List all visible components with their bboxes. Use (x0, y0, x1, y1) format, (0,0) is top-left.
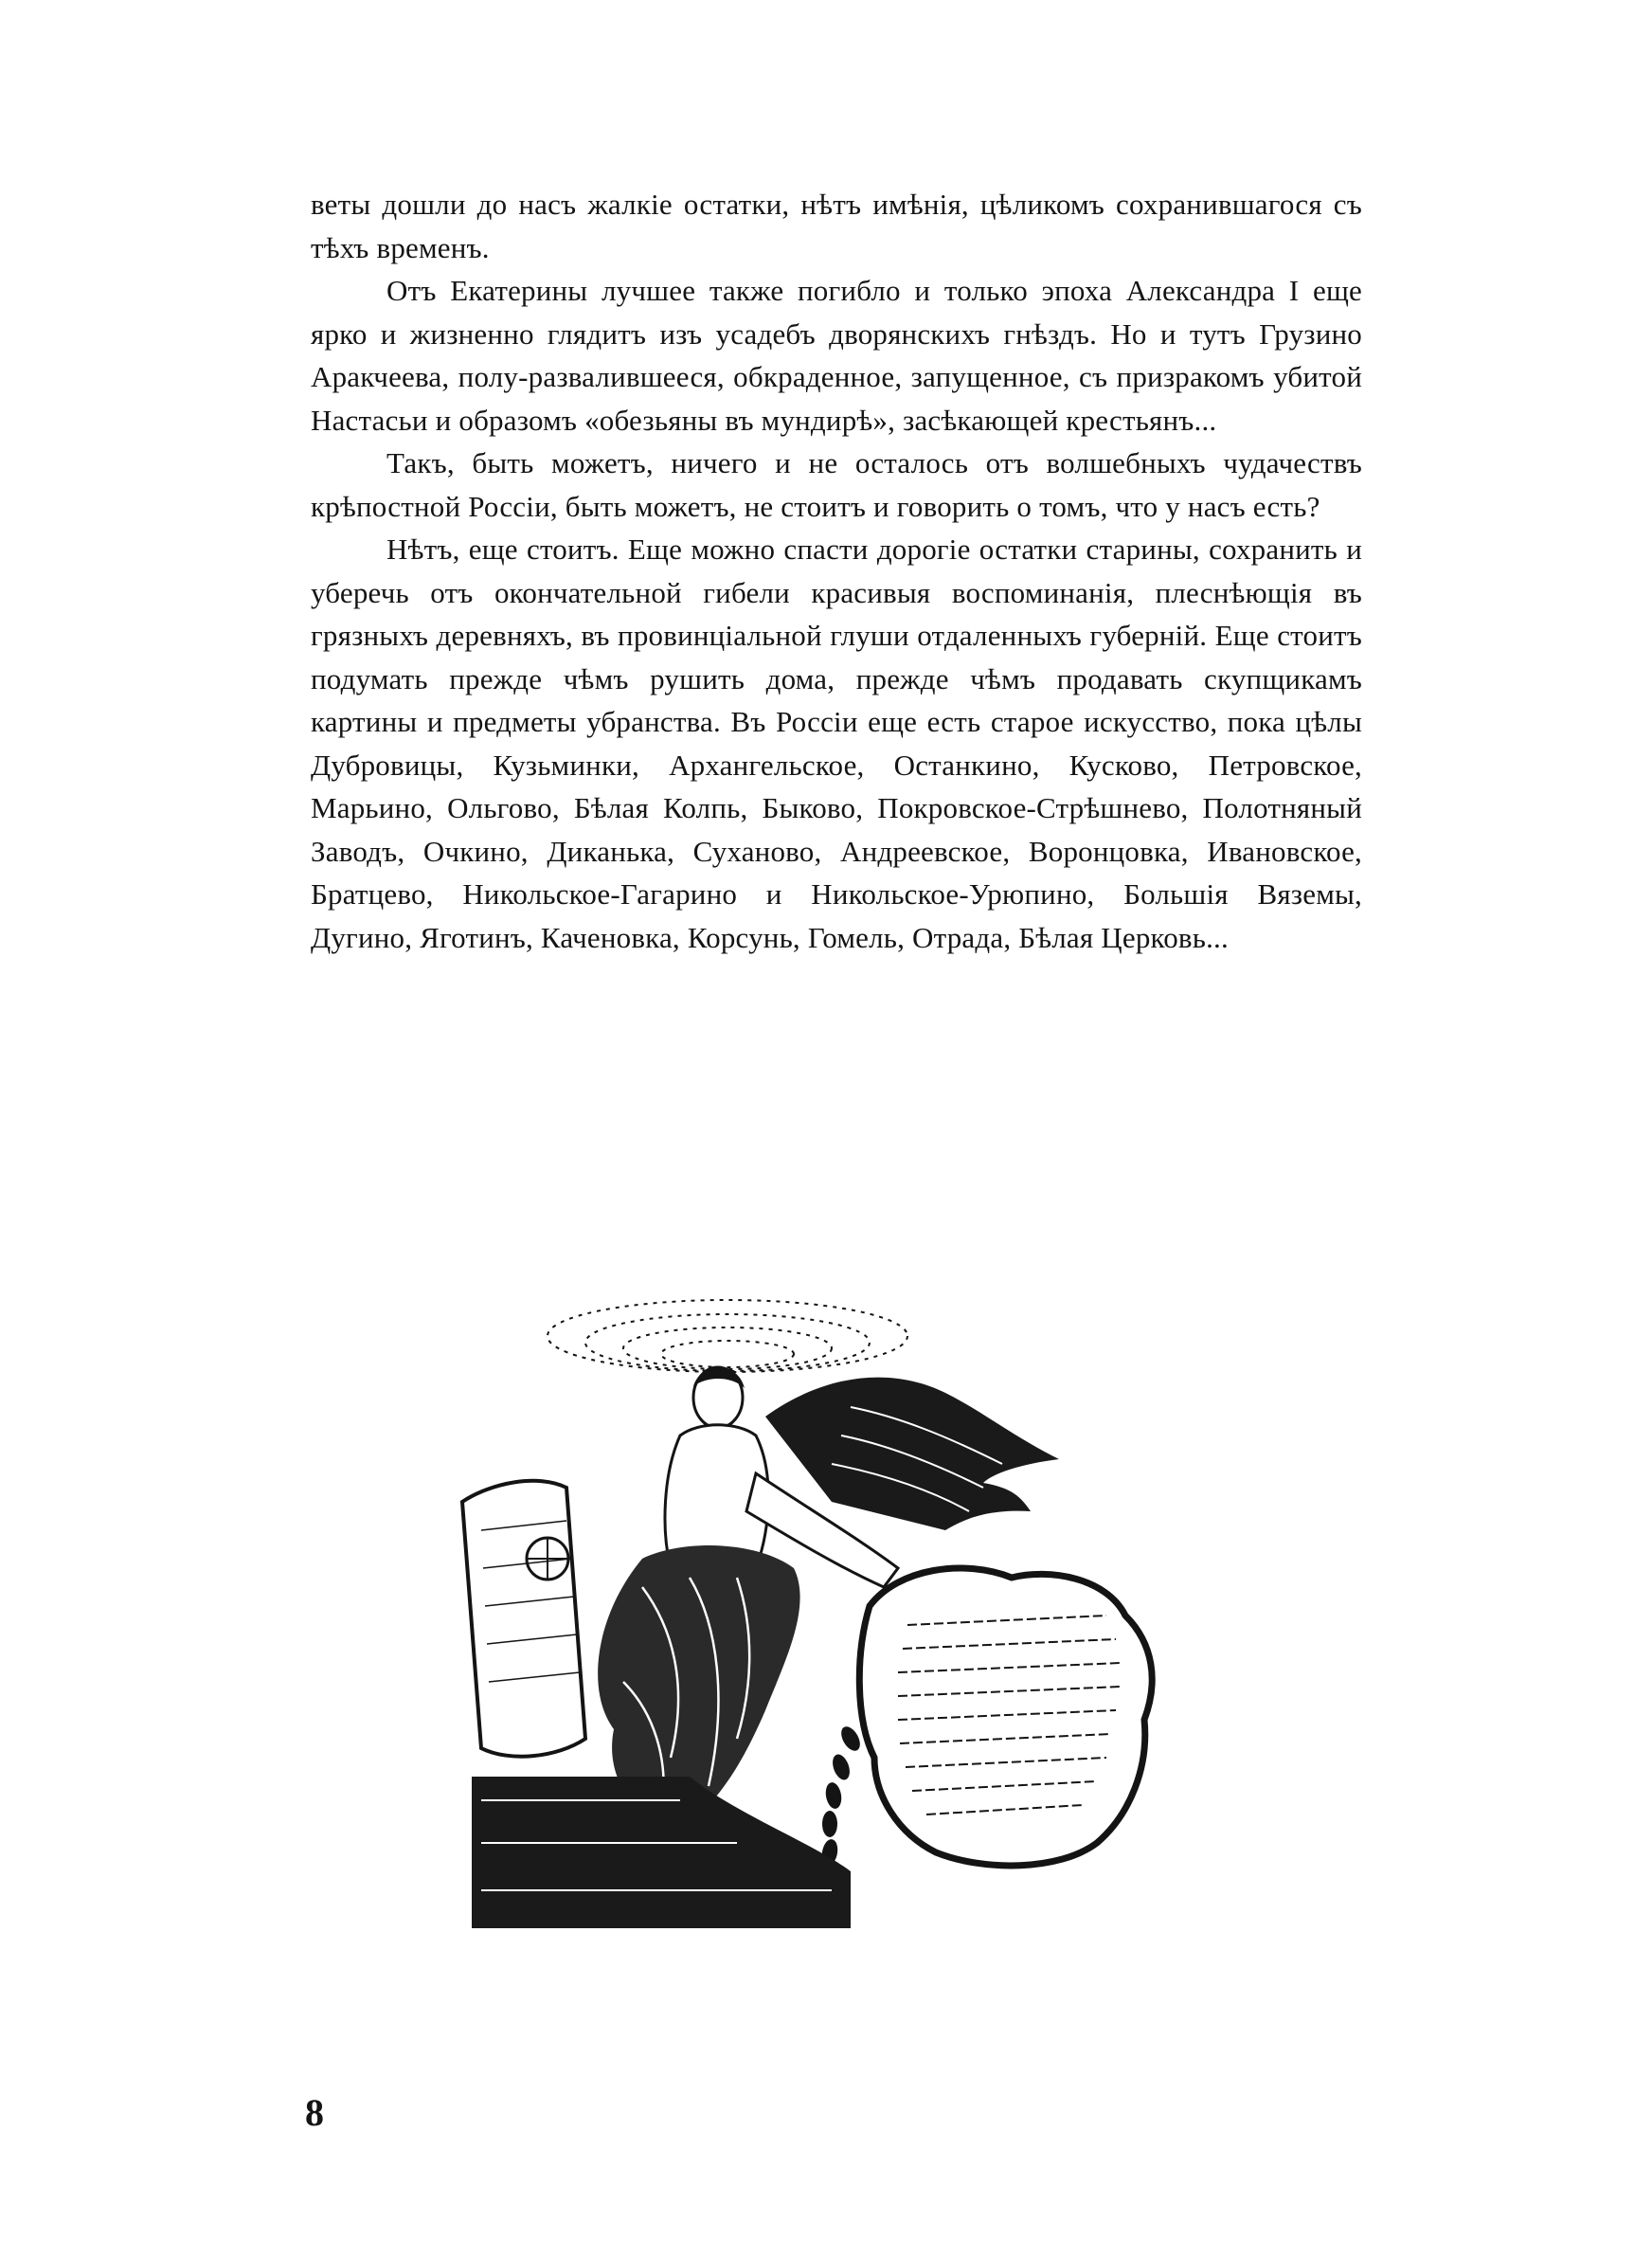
paragraph-question: Такъ, быть можетъ, ничего и не осталось отъ волшебныхъ чудачествъ крѣпостной Россіи, быть можетъ, не стоитъ и говорить о томъ, что у насъ есть? (311, 446, 1362, 523)
cartouche-shield (859, 1568, 1152, 1866)
paragraph-estates-list: Нѣтъ, еще стоитъ. Еще можно спасти дорогіе остатки старины, сохранить и уберечь отъ окончательной гибели красивыя воспоминанія, плеснѣющія въ грязныхъ деревняхъ, въ провинціальной глуши отдаленныхъ губерній. Еще стоитъ подумать прежде чѣмъ рушить дома, прежде чѣмъ продавать скупщикамъ картины и предметы убранства. Въ Россіи еще есть старое искусство, пока цѣлы Дубровицы, Кузьминки, Архангельское, Останкино, Кусково, Петровское, Марьино, Ольгово, Бѣлая Колпь, Быково, Покровское-Стрѣшнево, Полотняный Заводъ, Очкино, Диканька, Суханово, Андреевское, Воронцовка, Ивановское, Братцево, Никольское-Гагарино и Никольское-Урюпино, Большія Вяземы, Дугино, Яготинъ, Каченовка, Корсунь, Гомель, Отрада, Бѣлая Церковь... (311, 533, 1362, 954)
page-number: 8 (305, 2091, 324, 2134)
body-text (311, 183, 1362, 959)
laurel-branch (820, 1724, 864, 1867)
scroll-left (462, 1481, 585, 1757)
engraving-svg (453, 1284, 1220, 1938)
halo-rays (548, 1300, 907, 1372)
paragraph-continuation: веты дошли до насъ жалкіе остатки, нѣтъ имѣнія, цѣликомъ сохранившагося съ тѣхъ временъ. (311, 188, 1362, 264)
paragraph-catherine: Отъ Екатерины лучшее также погибло и только эпоха Александра I еще ярко и жизненно глядитъ изъ усадебъ дворянскихъ гнѣздъ. Но и тутъ Грузино Аракчеева, полу-развалившееся, обкраденное, запущенное, съ призракомъ убитой Настасьи и образомъ «обезьяны въ мундирѣ», засѣкающей крестьянъ... (311, 274, 1362, 437)
engraving-illustration (453, 1284, 1220, 1938)
